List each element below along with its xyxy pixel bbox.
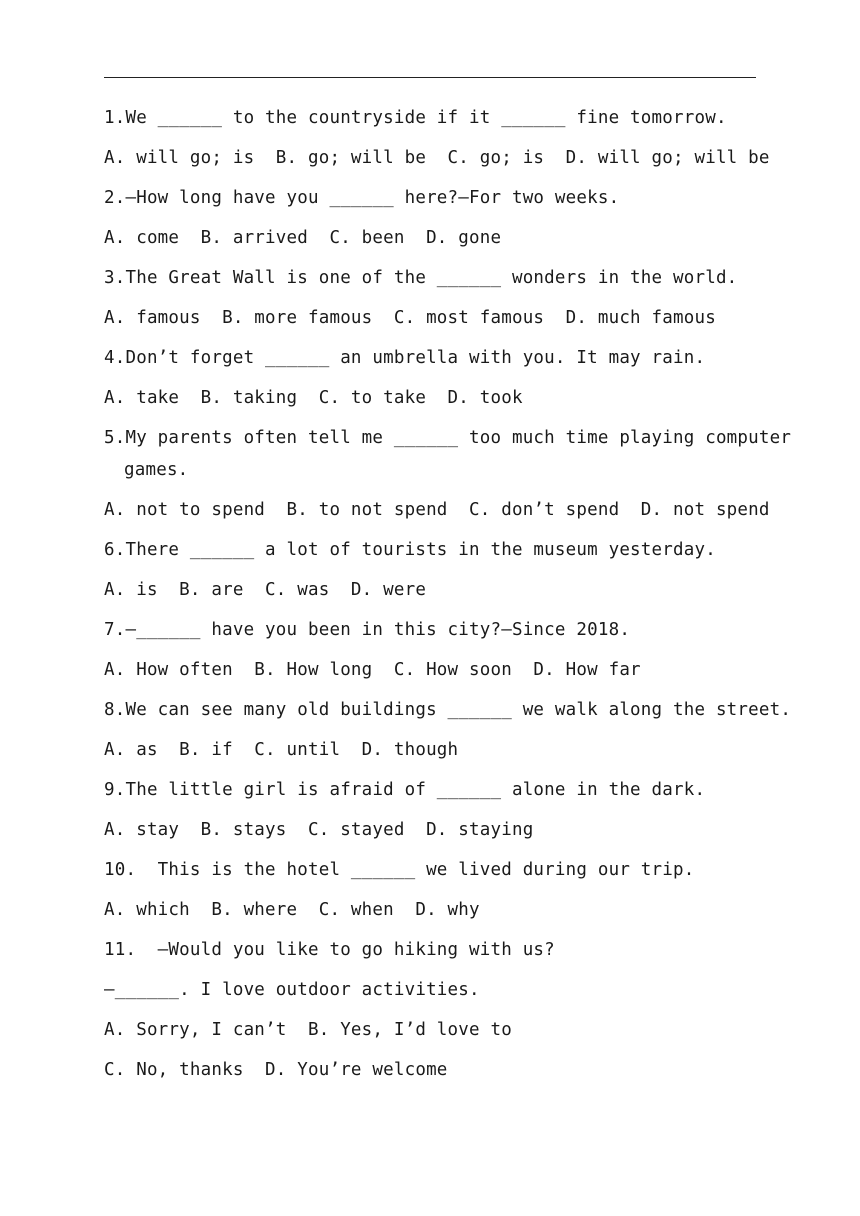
q1-options: A. will go; is B. go; will be C. go; is D. will go; will be [104,148,770,168]
q2-options: A. come B. arrived C. been D. gone [104,228,502,248]
q11-options-cd: C. No, thanks D. You’re welcome [104,1060,448,1080]
q4-stem: 4.Don’t forget ______ an umbrella with you. It may rain. [104,348,706,368]
q5-options: A. not to spend B. to not spend C. don’t spend D. not spend [104,500,770,520]
q5-stem-continued: games. [124,460,189,480]
q11-options-ab: A. Sorry, I can’t B. Yes, I’d love to [104,1020,512,1040]
q10-options: A. which B. where C. when D. why [104,900,480,920]
q11-reply: —______. I love outdoor activities. [104,980,480,1000]
q9-stem: 9.The little girl is afraid of ______ alone in the dark. [104,780,706,800]
q10-stem: 10. This is the hotel ______ we lived during our trip. [104,860,695,880]
question-list [104,104,792,1096]
q2-stem: 2.—How long have you ______ here?—For two weeks. [104,188,620,208]
q5-stem: 5.My parents often tell me ______ too much time playing computer [104,428,792,448]
q6-options: A. is B. are C. was D. were [104,580,427,600]
q3-options: A. famous B. more famous C. most famous D. much famous [104,308,716,328]
q9-options: A. stay B. stays C. stayed D. staying [104,820,534,840]
q6-stem: 6.There ______ a lot of tourists in the museum yesterday. [104,540,716,560]
q1-stem: 1.We ______ to the countryside if it ______ fine tomorrow. [104,108,727,128]
q7-stem: 7.—______ have you been in this city?—Since 2018. [104,620,631,640]
q11-stem: 11. —Would you like to go hiking with us? [104,940,555,960]
q8-stem: 8.We can see many old buildings ______ we walk along the street. [104,700,792,720]
q8-options: A. as B. if C. until D. though [104,740,459,760]
q4-options: A. take B. taking C. to take D. took [104,388,523,408]
header-rule [104,77,756,78]
q3-stem: 3.The Great Wall is one of the ______ wonders in the world. [104,268,738,288]
q7-options: A. How often B. How long C. How soon D. How far [104,660,641,680]
